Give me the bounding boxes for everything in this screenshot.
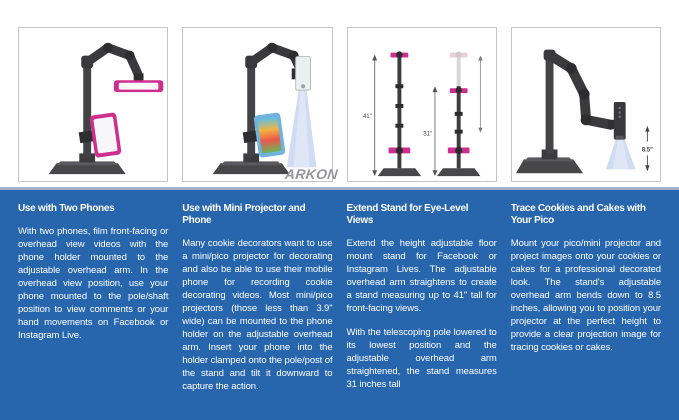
lowered-stand-31 — [436, 52, 479, 177]
light-beam — [606, 140, 636, 170]
extended-stand-41 — [377, 51, 420, 176]
dimension-31 — [423, 86, 437, 176]
column-projector-phone — [182, 203, 332, 404]
section-paragraph: Extend the height adjustable floor mount stand for Facebook or Instagram Lives. The adjustable overhead arm straightens to create a stand measuring up to 41" tall for front-facing views. — [346, 238, 497, 314]
two-phones-illustration-icon — [19, 28, 167, 181]
column-trace-cookies — [511, 203, 661, 404]
stand — [49, 43, 139, 174]
arkon-watermark: ARKON — [283, 166, 339, 182]
dimension-telescope — [478, 56, 482, 133]
light-beam — [287, 90, 317, 167]
ghost-extension — [449, 52, 467, 93]
section-paragraph: Many cookie decorators want to use a mini/pico projector for decorating and also be able to use their mobile phone for recording cookie decorating videos. Most mini/pico projectors (those less than 3.9" wide) can be mounted to the phone holder on the adjustable overhead arm. Insert your phone into the holder clamped onto the pole/post of the stand and tilt it downward to capture the action. — [182, 238, 333, 392]
figure-projector-phone — [182, 27, 339, 182]
figure-extended-stands — [347, 27, 497, 182]
column-eye-level — [347, 203, 497, 404]
description-columns — [18, 203, 661, 404]
section-paragraph: Mount your pico/mini projector and project images onto your cookies or cakes for a professional decorated look. The stand's adjustable overhead arm bends down to 8.5 inches, allowing you to position your projector at the perfect height to provide a clear projection image for tracing cookies or cakes. — [510, 238, 661, 353]
projector-phone-illustration-icon — [183, 28, 331, 181]
extended-stands-illustration-icon — [348, 28, 496, 181]
figure-trace-projector — [511, 27, 661, 182]
label-31-inches: 31" — [422, 131, 432, 138]
section-heading: Trace Cookies and Cakes with Your Pico — [510, 203, 646, 226]
section-heading: Use with Two Phones — [18, 203, 115, 214]
figures-row — [18, 27, 661, 182]
description-panel — [0, 187, 679, 420]
bent-arm-projector-illustration-icon — [512, 28, 660, 181]
figure-two-phones — [18, 27, 168, 182]
section-heading: Extend Stand for Eye-Level Views — [346, 203, 469, 226]
stand — [516, 50, 611, 174]
dimension-41 — [363, 55, 377, 177]
stand — [213, 43, 301, 174]
section-heading: Use with Mini Projector and Phone — [182, 203, 306, 226]
column-two-phones — [18, 203, 168, 404]
pico-projector — [608, 102, 626, 140]
section-paragraph: With the telescoping pole lowered to its lowest position and the adjustable overhead arm straightened, the stand measures 31 inches tall — [346, 327, 497, 390]
dimension-8-5 — [642, 126, 653, 171]
label-41-inches: 41" — [362, 113, 372, 120]
overhead-phone — [114, 73, 163, 92]
label-8-5-inches: 8.5" — [641, 147, 653, 154]
section-paragraph: With two phones, film front-facing or overhead view videos with the phone holder mounted to the adjustable overhead arm. In the overhead view position, use your phone mounted to the pole/shaft position to view comments or your hand movements on Facebook or Instagram Live. — [18, 226, 169, 341]
